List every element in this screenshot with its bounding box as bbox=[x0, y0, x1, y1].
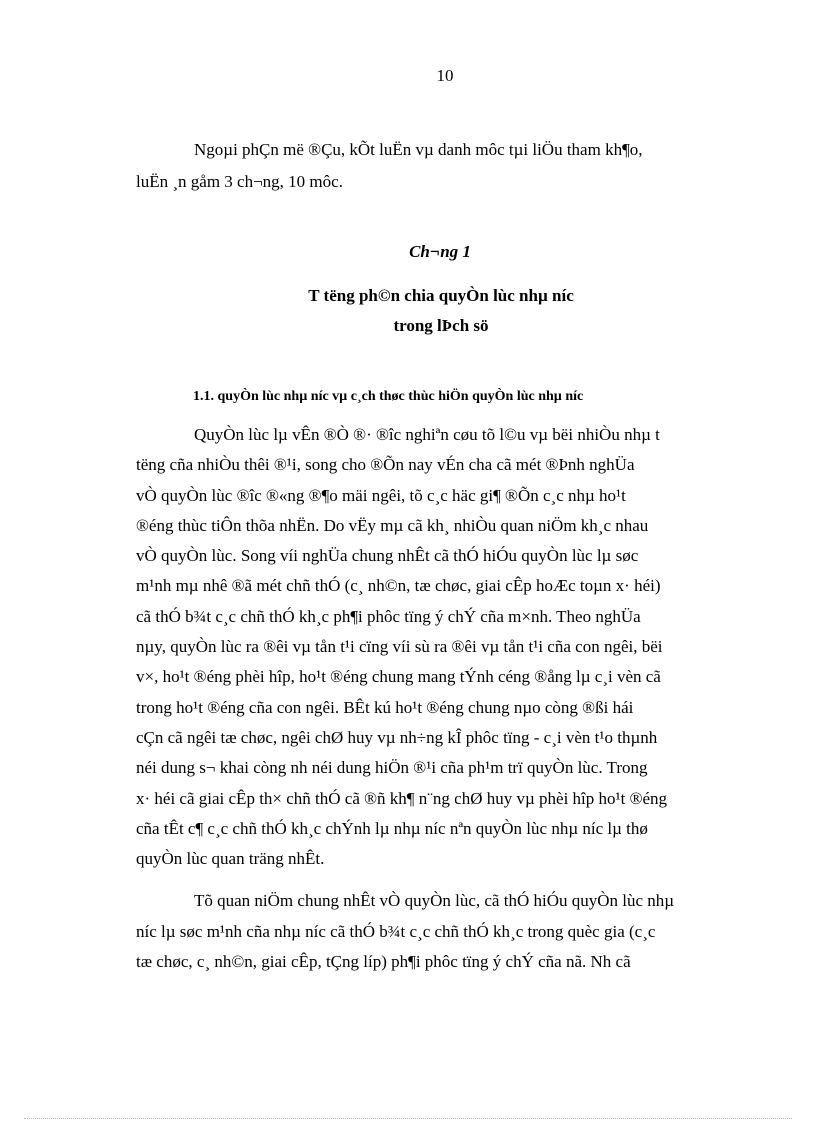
chapter-title-line: trong lÞch sö bbox=[393, 316, 489, 335]
body-line: cña tÊt c¶ c¸c chñ thÓ kh¸c chÝnh lµ nhµ níc nªn quyÒn lùc nhµ níc lµ thø bbox=[136, 818, 648, 838]
body-line: m¹nh mµ nhê ®ã mét chñ thÓ (c¸ nh©n, tæ chøc, giai cÊp hoÆc toµn x· héi) bbox=[136, 576, 661, 596]
section-heading: 1.1. quyÒn lùc nhµ níc vµ c¸ch thøc thùc hiÖn quyÒn lùc nhµ níc bbox=[193, 389, 584, 404]
chapter-title-line: T tëng ph©n chia quyÒn lùc nhµ níc bbox=[308, 286, 574, 305]
body-line: v×, ho¹t ®éng phèi hîp, ho¹t ®éng chung mang tÝnh céng ®ång lµ c¸i vèn cã bbox=[136, 667, 661, 687]
body-line: quyÒn lùc quan träng nhÊt. bbox=[136, 849, 325, 869]
body-line: Tõ quan niÖm chung nhÊt vÒ quyÒn lùc, cã thÓ hiÓu quyÒn lùc nhµ bbox=[194, 891, 675, 911]
intro-line: luËn ¸n gåm 3 ch¬ng, 10 môc. bbox=[136, 172, 343, 191]
body-line: níc lµ søc m¹nh cña nhµ níc cã thÓ b¾t c¸c chñ thÓ kh¸c trong quèc gia (c¸c bbox=[136, 921, 656, 941]
body-line: cÇn cã ngêi tæ chøc, ngêi chØ huy vµ nh÷ng kÎ phôc tïng - c¸i vèn t¹o thµnh bbox=[136, 727, 658, 747]
body-line: cã thÓ b¾t c¸c chñ thÓ kh¸c ph¶i phôc tïng ý chÝ cña m×nh. Theo nghÜa bbox=[136, 606, 641, 626]
intro-line: Ngoµi phÇn më ®Çu, kÕt luËn vµ danh môc tµi liÖu tham kh¶o, bbox=[194, 140, 643, 159]
chapter-label: Ch¬ng 1 bbox=[409, 242, 471, 261]
chapter-title bbox=[0, 281, 816, 341]
body-line: QuyÒn lùc lµ vÊn ®Ò ®· ®îc nghiªn cøu tõ l©u vµ bëi nhiÒu nhµ t bbox=[194, 425, 660, 444]
body-line: vÒ quyÒn lùc. Song víi nghÜa chung nhÊt cã thÓ hiÓu quyÒn lùc lµ søc bbox=[136, 546, 639, 566]
body-line: ®éng thùc tiÔn thõa nhËn. Do vËy mµ cã kh¸ nhiÒu quan niÖm kh¸c nhau bbox=[136, 515, 649, 535]
body-line: nµy, quyÒn lùc ra ®êi vµ tån t¹i cïng víi sù ra ®êi vµ tån t¹i cña con ngêi, bëi bbox=[136, 637, 663, 657]
body-line: vÒ quyÒn lùc ®îc ®«ng ®¶o mäi ngêi, tõ c¸c häc gi¶ ®Õn c¸c nhµ ho¹t bbox=[136, 485, 626, 505]
body-line: x· héi cã giai cÊp th× chñ thÓ cã ®ñ kh¶ n¨ng chØ huy vµ phèi hîp ho¹t ®éng bbox=[136, 788, 668, 808]
body-line: tæ chøc, c¸ nh©n, giai cÊp, tÇng líp) ph¶i phôc tïng ý chÝ cña nã. Nh cã bbox=[136, 952, 631, 972]
body-line: trong ho¹t ®éng cña con ngêi. BÊt kú ho¹t ®éng chung nµo còng ®ßi hái bbox=[136, 697, 634, 717]
paragraph-gap bbox=[136, 874, 740, 886]
intro-paragraph bbox=[136, 134, 740, 198]
body-text bbox=[136, 420, 740, 977]
body-line: néi dung s¬ khai còng nh néi dung hiÖn ®¹i cña ph¹m trï quyÒn lùc. Trong bbox=[136, 758, 648, 778]
page-number: 10 bbox=[436, 66, 454, 85]
body-line: tëng cña nhiÒu thêi ®¹i, song cho ®Õn nay vÉn cha cã mét ®Þnh nghÜa bbox=[136, 455, 635, 475]
footer-dotted-rule bbox=[24, 1118, 792, 1119]
